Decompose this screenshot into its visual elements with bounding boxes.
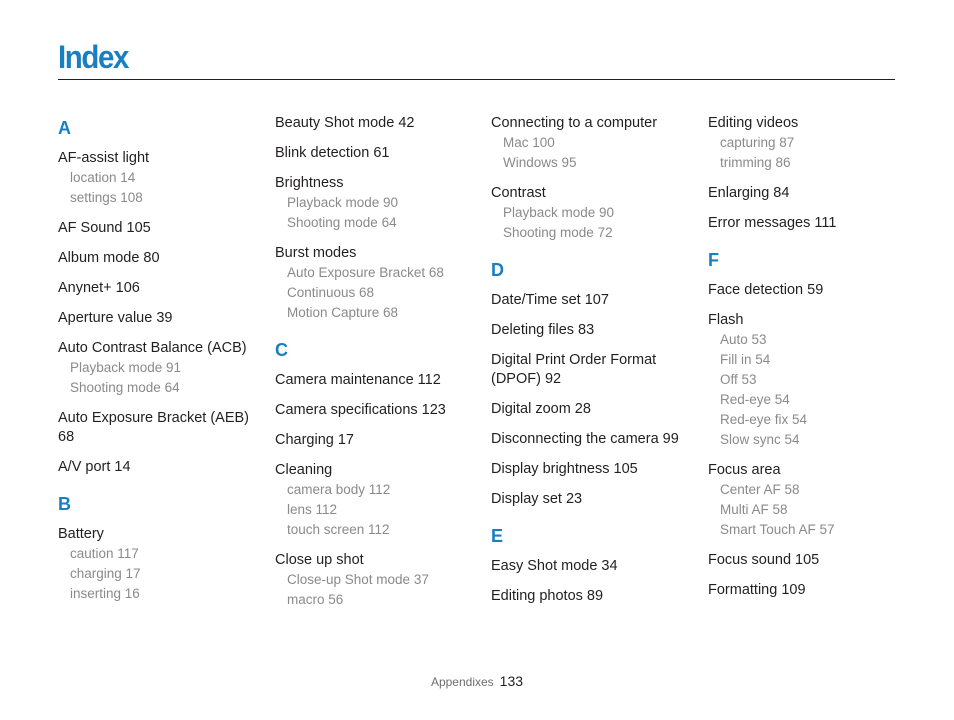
- index-entry: [491, 321, 691, 340]
- index-entry-term[interactable]: Auto Exposure Bracket (AEB) 68: [58, 410, 249, 445]
- index-entry: [708, 281, 908, 300]
- index-entry: [491, 460, 691, 479]
- index-entry-term[interactable]: Connecting to a computer: [491, 115, 658, 131]
- index-entry-term[interactable]: Easy Shot mode 34: [491, 558, 618, 574]
- index-entry-term[interactable]: Album mode 80: [58, 250, 160, 266]
- index-entry: [491, 184, 691, 243]
- section-letter: B: [58, 494, 71, 514]
- index-entry-term[interactable]: Digital Print Order Format (DPOF) 92: [491, 352, 657, 387]
- index-entry: [491, 400, 691, 419]
- index-subentry[interactable]: Fill in 54: [720, 352, 771, 367]
- index-subentry[interactable]: macro 56: [287, 592, 344, 607]
- page-footer: [0, 673, 954, 689]
- index-subentry[interactable]: Motion Capture 68: [287, 305, 399, 320]
- index-entry-term[interactable]: A/V port 14: [58, 459, 131, 475]
- index-subentry[interactable]: Multi AF 58: [720, 502, 788, 517]
- index-subentry[interactable]: Shooting mode 72: [503, 225, 613, 240]
- index-entry: [708, 114, 908, 173]
- index-entry-term[interactable]: Enlarging 84: [708, 185, 790, 201]
- index-entry-term[interactable]: Disconnecting the camera 99: [491, 431, 679, 447]
- title-divider: [58, 79, 895, 80]
- index-entry: [708, 184, 908, 203]
- index-subentry[interactable]: Slow sync 54: [720, 432, 800, 447]
- index-entry: [58, 249, 258, 268]
- index-subentry[interactable]: Shooting mode 64: [287, 215, 397, 230]
- section-letter: D: [491, 260, 504, 280]
- index-column-2: [275, 114, 475, 621]
- index-subentry[interactable]: Windows 95: [503, 155, 577, 170]
- index-subentry[interactable]: Smart Touch AF 57: [720, 522, 835, 537]
- index-entry-term[interactable]: Anynet+ 106: [58, 280, 140, 296]
- index-subentry[interactable]: settings 108: [70, 190, 143, 205]
- index-entry-term[interactable]: Contrast: [491, 185, 546, 201]
- index-entry: [58, 525, 258, 604]
- index-entry-term[interactable]: Display brightness 105: [491, 461, 638, 477]
- footer-section: Appendixes: [430, 675, 494, 689]
- index-entry-term[interactable]: Camera specifications 123: [275, 402, 446, 418]
- index-entry: [275, 174, 475, 233]
- index-entry-term[interactable]: Aperture value 39: [58, 310, 173, 326]
- index-entry: [275, 401, 475, 420]
- index-subentry[interactable]: Continuous 68: [287, 285, 375, 300]
- section-letter: A: [58, 118, 71, 138]
- page-title: Index: [58, 39, 128, 75]
- section-letter: C: [275, 340, 288, 360]
- index-subentry[interactable]: Playback mode 90: [287, 195, 399, 210]
- index-entry-term[interactable]: Battery: [58, 526, 104, 542]
- index-entry: [58, 409, 258, 447]
- index-entry-term[interactable]: Focus area: [708, 462, 781, 478]
- index-entry: [275, 371, 475, 390]
- index-entry: [708, 461, 908, 540]
- index-entry-term[interactable]: AF-assist light: [58, 150, 150, 166]
- index-entry: [491, 587, 691, 606]
- index-entry-term[interactable]: Deleting files 83: [491, 322, 595, 338]
- index-subentry[interactable]: charging 17: [70, 566, 141, 581]
- index-subentry[interactable]: touch screen 112: [287, 522, 390, 537]
- index-entry-term[interactable]: Blink detection 61: [275, 145, 390, 161]
- index-column-1: [58, 114, 258, 615]
- index-entry: [275, 244, 475, 323]
- index-entry: [58, 339, 258, 398]
- index-entry: [275, 551, 475, 610]
- index-entry-term[interactable]: Flash: [708, 312, 744, 328]
- index-subentry[interactable]: Red-eye fix 54: [720, 412, 808, 427]
- index-entry-term[interactable]: Error messages 111: [708, 215, 837, 231]
- index-entry: [708, 214, 908, 233]
- index-entry-term[interactable]: Formatting 109: [708, 582, 806, 598]
- index-subentry[interactable]: capturing 87: [720, 135, 795, 150]
- index-entry: [708, 311, 908, 450]
- index-entry-term[interactable]: Close up shot: [275, 552, 364, 568]
- index-entry: [491, 351, 691, 389]
- index-entry: [491, 430, 691, 449]
- index-entry: [275, 114, 475, 133]
- index-entry-term[interactable]: Cleaning: [275, 462, 333, 478]
- index-subentry[interactable]: Center AF 58: [720, 482, 800, 497]
- index-entry: [708, 581, 908, 600]
- index-entry: [275, 431, 475, 450]
- index-entry: [58, 149, 258, 208]
- index-entry-term[interactable]: Camera maintenance 112: [275, 372, 441, 388]
- index-entry-term[interactable]: Date/Time set 107: [491, 292, 609, 308]
- index-entry: [491, 557, 691, 576]
- index-entry: [58, 309, 258, 328]
- index-entry-term[interactable]: AF Sound 105: [58, 220, 151, 236]
- index-entry-term[interactable]: Editing photos 89: [491, 588, 604, 604]
- index-subentry[interactable]: Playback mode 91: [70, 360, 182, 375]
- index-subentry[interactable]: camera body 112: [287, 482, 391, 497]
- index-subentry[interactable]: lens 112: [287, 502, 338, 517]
- index-entry: [275, 144, 475, 163]
- index-entry-term[interactable]: Beauty Shot mode 42: [275, 115, 415, 131]
- index-entry: [58, 279, 258, 298]
- index-entry: [491, 114, 691, 173]
- index-entry-term[interactable]: Brightness: [275, 175, 344, 191]
- index-subentry[interactable]: Auto 53: [720, 332, 767, 347]
- index-entry: [708, 551, 908, 570]
- index-entry-term[interactable]: Auto Contrast Balance (ACB): [58, 340, 247, 356]
- index-subentry[interactable]: location 14: [70, 170, 136, 185]
- index-column-4: [708, 114, 908, 611]
- index-subentry[interactable]: Shooting mode 64: [70, 380, 180, 395]
- index-column-3: [491, 114, 691, 617]
- index-subentry[interactable]: trimming 86: [720, 155, 791, 170]
- index-entry-term[interactable]: Charging 17: [275, 432, 354, 448]
- index-subentry[interactable]: Playback mode 90: [503, 205, 615, 220]
- index-subentry[interactable]: caution 117: [70, 546, 139, 561]
- index-entry: [275, 461, 475, 540]
- index-entry-term[interactable]: Face detection 59: [708, 282, 824, 298]
- index-entry-term[interactable]: Focus sound 105: [708, 552, 820, 568]
- section-letter: F: [708, 250, 719, 270]
- index-entry-term[interactable]: Display set 23: [491, 491, 583, 507]
- index-entry-term[interactable]: Digital zoom 28: [491, 401, 591, 417]
- index-subentry[interactable]: Off 53: [720, 372, 757, 387]
- index-entry-term[interactable]: Editing videos: [708, 115, 799, 131]
- index-entry: [491, 490, 691, 509]
- index-entry-term[interactable]: Burst modes: [275, 245, 357, 261]
- index-subentry[interactable]: Auto Exposure Bracket 68: [287, 265, 444, 280]
- page-number: 133: [499, 673, 524, 689]
- index-entry: [58, 219, 258, 238]
- index-subentry[interactable]: Red-eye 54: [720, 392, 790, 407]
- index-subentry[interactable]: Close-up Shot mode 37: [287, 572, 429, 587]
- index-subentry[interactable]: Mac 100: [503, 135, 555, 150]
- section-letter: E: [491, 526, 504, 546]
- index-entry: [491, 291, 691, 310]
- index-subentry[interactable]: inserting 16: [70, 586, 140, 601]
- index-entry: [58, 458, 258, 477]
